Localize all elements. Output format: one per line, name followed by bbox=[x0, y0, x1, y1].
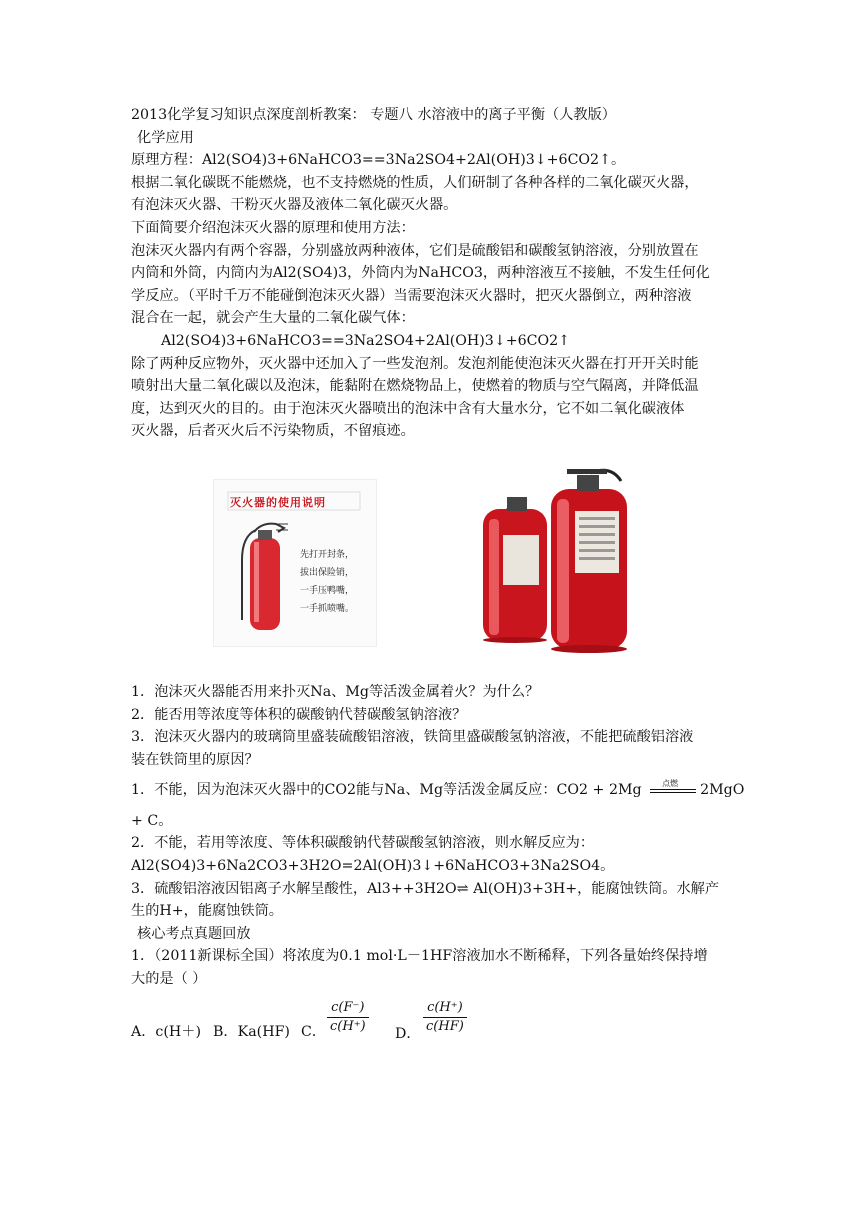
exam-question-cont: 大的是（ ） bbox=[131, 971, 207, 988]
paragraph-line: 除了两种反应物外，灭火器中还加入了一些发泡剂。发泡剂能使泡沫灭火器在打开开关时能 bbox=[131, 355, 699, 372]
section-heading: 化学应用 bbox=[137, 129, 194, 146]
paragraph-line: 下面简要介绍泡沫灭火器的原理和使用方法： bbox=[131, 219, 415, 236]
option-c-label: C． bbox=[301, 1023, 327, 1040]
exam-question: 1．（2011新课标全国）将浓度为0.1 mol·L－1HF溶液加水不断稀释，下列各量始终保持增 bbox=[131, 948, 708, 965]
paragraph-line: 混合在一起，就会产生大量的二氧化碳气体： bbox=[131, 310, 415, 327]
paragraph-line: 度，达到灭火的目的。由于泡沫灭火器喷出的泡沫中含有大量水分，它不如二氧化碳液体 bbox=[131, 400, 685, 417]
doc-title: 2013化学复习知识点深度剖析教案： 专题八 水溶液中的离子平衡（人教版） bbox=[131, 107, 616, 123]
answer-1: 1．不能，因为泡沫灭火器中的CO2能与Na、Mg等活泼金属反应：CO2 + 2Mg 点燃 2MgO bbox=[131, 779, 745, 799]
question-line: 1．泡沫灭火器能否用来扑灭Na、Mg等活泼金属着火？为什么？ bbox=[131, 683, 540, 700]
option-b: B．Ka(HF) bbox=[213, 1023, 290, 1040]
paragraph-line: 学反应。（平时千万不能碰倒泡沫灭火器）当需要泡沫灭火器时，把灭火器倒立，两种溶液 bbox=[131, 287, 692, 304]
instructions-title: 灭火器的使用说明 bbox=[230, 495, 326, 509]
question-line: 装在铁筒里的原因？ bbox=[131, 751, 259, 768]
question-line: 2．能否用等浓度等体积的碳酸钠代替碳酸氢钠溶液？ bbox=[131, 706, 467, 723]
section-heading: 核心考点真题回放 bbox=[137, 925, 251, 942]
reaction-arrow: 点燃 bbox=[650, 783, 696, 797]
answer-2: 2．不能，若用等浓度、等体积碳酸钠代替碳酸氢钠溶液，则水解反应为： bbox=[131, 835, 595, 852]
paragraph-line: 泡沫灭火器内有两个容器，分别盛放两种液体，它们是硫酸铝和碳酸氢钠溶液，分别放置在 bbox=[131, 242, 699, 259]
option-a: A．c(H＋) bbox=[131, 1023, 202, 1040]
paragraph-line: 内筒和外筒，内筒内为Al2(SO4)3，外筒内为NaHCO3，两种溶液互不接触，不发生任何化 bbox=[131, 265, 710, 282]
principle-equation: 原理方程：Al2(SO4)3+6NaHCO3==3Na2SO4+2Al(OH)3↓+6CO2↑。 bbox=[131, 152, 626, 169]
paragraph-line: 喷射出大量二氧化碳以及泡沫，能黏附在燃烧物品上，使燃着的物质与空气隔离，并降低温 bbox=[131, 378, 699, 395]
option-d-fraction: $\frac{c(H^+)}{c(HF)}$ bbox=[423, 999, 467, 1036]
answer-3-cont: 生的H+，能腐蚀铁筒。 bbox=[131, 903, 283, 920]
answer-2-equation: Al2(SO4)3+6Na2CO3+3H2O=2Al(OH)3↓+6NaHCO3+3Na2SO4。 bbox=[131, 858, 615, 875]
reaction-equation: Al2(SO4)3+6NaHCO3==3Na2SO4+2Al(OH)3↓+6CO2↑ bbox=[161, 332, 571, 349]
extinguisher-instructions-image bbox=[213, 479, 377, 647]
instructions-steps: 先打开封条， 拔出保险销， 一手压鸭嘴， 一手抓喷嘴。 bbox=[300, 549, 355, 614]
option-c-fraction: $\frac{c(F^-)}{c(H^+)}$ bbox=[327, 999, 369, 1036]
question-line: 3．泡沫灭火器内的玻璃筒里盛装硫酸铝溶液，铁筒里盛碳酸氢钠溶液，不能把硫酸铝溶液 bbox=[131, 729, 694, 746]
answer-3: 3．硫酸铝溶液因铝离子水解呈酸性，Al3++3H2O⇌ Al(OH)3+3H+，能腐蚀铁筒。水解产 bbox=[131, 880, 720, 897]
answer-1-cont: + C。 bbox=[131, 812, 173, 829]
paragraph-line: 根据二氧化碳既不能燃烧，也不支持燃烧的性质，人们研制了各种各样的二氧化碳灭火器， bbox=[131, 174, 699, 191]
option-d-label: D． bbox=[395, 1025, 421, 1042]
paragraph-line: 有泡沫灭火器、干粉灭火器及液体二氧化碳灭火器。 bbox=[131, 197, 458, 214]
image-row bbox=[131, 459, 731, 681]
fire-extinguishers-photo bbox=[467, 459, 647, 655]
answer-options bbox=[131, 999, 731, 1051]
document-page bbox=[131, 104, 745, 1051]
fire-extinguishers-illustration bbox=[467, 459, 647, 655]
paragraph-line: 灭火器，后者灭火后不污染物质，不留痕迹。 bbox=[131, 423, 415, 440]
